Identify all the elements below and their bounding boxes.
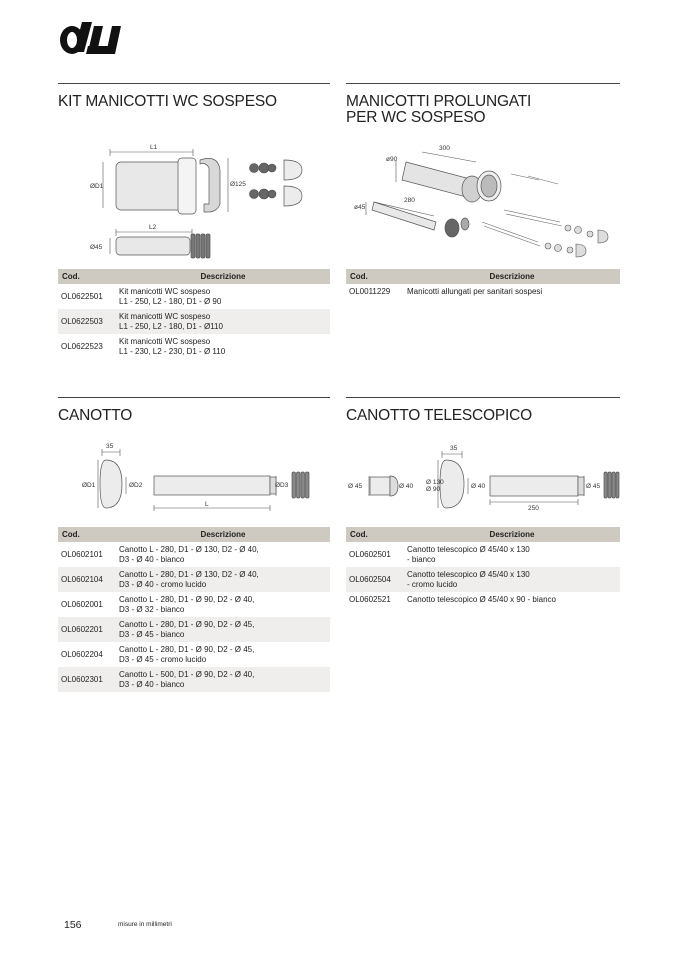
- label-l1: L1: [150, 144, 158, 151]
- canotto-diagram: [58, 440, 330, 516]
- label-250: 250: [528, 505, 539, 512]
- table-row: [58, 567, 330, 592]
- label-d45: Ø45: [90, 244, 103, 251]
- label-d125: Ø125: [230, 181, 246, 188]
- label-280: 280: [404, 197, 415, 204]
- row-description: Canotto L - 280, D1 - Ø 90, D2 - Ø 40, D3 - Ø 32 - bianco: [119, 595, 255, 614]
- header-code: Cod.: [58, 527, 116, 542]
- section-title: CANOTTO: [58, 407, 133, 424]
- row-description: Manicotti allungati per sanitari sospesi: [407, 287, 543, 296]
- row-code: OL0602001: [61, 599, 103, 609]
- header-code: Cod.: [346, 527, 404, 542]
- table-row: [58, 592, 330, 617]
- label-l2: L2: [149, 224, 157, 231]
- label-l: L: [205, 501, 209, 508]
- footer-note: misure in millimetri: [118, 921, 172, 928]
- telescopico-diagram: [346, 440, 620, 516]
- row-code: OL0602101: [61, 549, 103, 559]
- row-code: OL0011229: [349, 287, 391, 296]
- row-code: OL0602201: [58, 617, 116, 642]
- label-d1: ØD1: [82, 482, 96, 489]
- section-title: KIT MANICOTTI WC SOSPESO: [58, 93, 277, 110]
- table-row: [346, 567, 620, 592]
- label-35: 35: [450, 445, 458, 452]
- section-kit: [58, 83, 330, 110]
- header-code: Cod.: [58, 269, 116, 284]
- row-code: OL0602104: [58, 567, 116, 592]
- row-description: Canotto telescopico Ø 45/40 x 90 - bianco: [407, 595, 556, 604]
- header-description: Descrizione: [116, 269, 330, 284]
- kit-table: [58, 269, 330, 359]
- row-code: OL0602521: [349, 595, 391, 604]
- table-row: [58, 667, 330, 692]
- label-d3: ØD3: [275, 482, 289, 489]
- section-rule: [58, 83, 330, 84]
- row-description: Canotto L - 280, D1 - Ø 130, D2 - Ø 40, D3 - Ø 40 - bianco: [119, 545, 259, 564]
- header-description: Descrizione: [404, 527, 620, 542]
- section-rule: [58, 397, 330, 398]
- canotto-table: [58, 527, 330, 692]
- label-d40-right: Ø 40: [471, 483, 486, 490]
- row-description: Kit manicotti WC sospeso L1 - 250, L2 - 180, D1 - Ø110: [116, 309, 330, 334]
- table-row: [58, 617, 330, 642]
- row-code: OL0602504: [346, 567, 404, 592]
- section-title: CANOTTO TELESCOPICO: [346, 407, 532, 424]
- label-d45-left: Ø 45: [348, 483, 363, 490]
- label-35: 35: [106, 443, 114, 450]
- label-d130: Ø 130: [426, 479, 444, 486]
- table-row: [58, 334, 330, 359]
- label-d45: ø45: [354, 204, 366, 211]
- section-telescopico: [346, 397, 620, 424]
- row-code: OL0602204: [61, 649, 103, 659]
- table-row: [346, 542, 620, 567]
- row-code: OL0602301: [58, 667, 116, 692]
- kit-diagram: [58, 140, 330, 260]
- table-row: [346, 284, 620, 300]
- section-prolungati: [346, 83, 620, 126]
- row-description: Canotto L - 500, D1 - Ø 90, D2 - Ø 40, D3 - Ø 40 - bianco: [116, 667, 330, 692]
- row-code: OL0622523: [61, 341, 103, 351]
- header-code: Cod.: [346, 269, 404, 284]
- label-d40-left: Ø 40: [399, 483, 414, 490]
- header-description: Descrizione: [404, 269, 620, 284]
- row-description: Kit manicotti WC sospeso L1 - 250, L2 - 180, D1 - Ø 90: [119, 287, 222, 306]
- header-description: Descrizione: [116, 527, 330, 542]
- table-row: [346, 592, 620, 608]
- table-row: [58, 284, 330, 309]
- row-code: OL0602501: [349, 549, 391, 559]
- row-description: Canotto L - 280, D1 - Ø 130, D2 - Ø 40, D3 - Ø 40 - cromo lucido: [116, 567, 330, 592]
- label-d90: ø90: [386, 156, 398, 163]
- label-d2: ØD2: [129, 482, 143, 489]
- oli-logo: [58, 22, 128, 58]
- row-description: Canotto telescopico Ø 45/40 x 130 - cromo lucido: [404, 567, 620, 592]
- section-rule: [346, 397, 620, 398]
- prolungati-diagram: [346, 140, 620, 260]
- table-row: [58, 309, 330, 334]
- table-row: [58, 542, 330, 567]
- table-row: [58, 642, 330, 667]
- row-code: OL0622503: [58, 309, 116, 334]
- label-d1: ØD1: [90, 183, 104, 190]
- label-300: 300: [439, 145, 450, 152]
- label-d45-right: Ø 45: [586, 483, 601, 490]
- label-d90: Ø 90: [426, 486, 441, 493]
- section-title: MANICOTTI PROLUNGATI PER WC SOSPESO: [346, 93, 532, 126]
- section-rule: [346, 83, 620, 84]
- row-description: Kit manicotti WC sospeso L1 - 230, L2 - 230, D1 - Ø 110: [119, 337, 226, 356]
- telescopico-table: [346, 527, 620, 608]
- row-description: Canotto telescopico Ø 45/40 x 130 - bianco: [407, 545, 530, 564]
- row-description: Canotto L - 280, D1 - Ø 90, D2 - Ø 45, D3 - Ø 45 - cromo lucido: [119, 645, 255, 664]
- page-number: 156: [64, 919, 82, 931]
- row-code: OL0622501: [61, 291, 103, 301]
- section-canotto: [58, 397, 330, 424]
- prolungati-table: [346, 269, 620, 300]
- row-description: Canotto L - 280, D1 - Ø 90, D2 - Ø 45, D3 - Ø 45 - bianco: [116, 617, 330, 642]
